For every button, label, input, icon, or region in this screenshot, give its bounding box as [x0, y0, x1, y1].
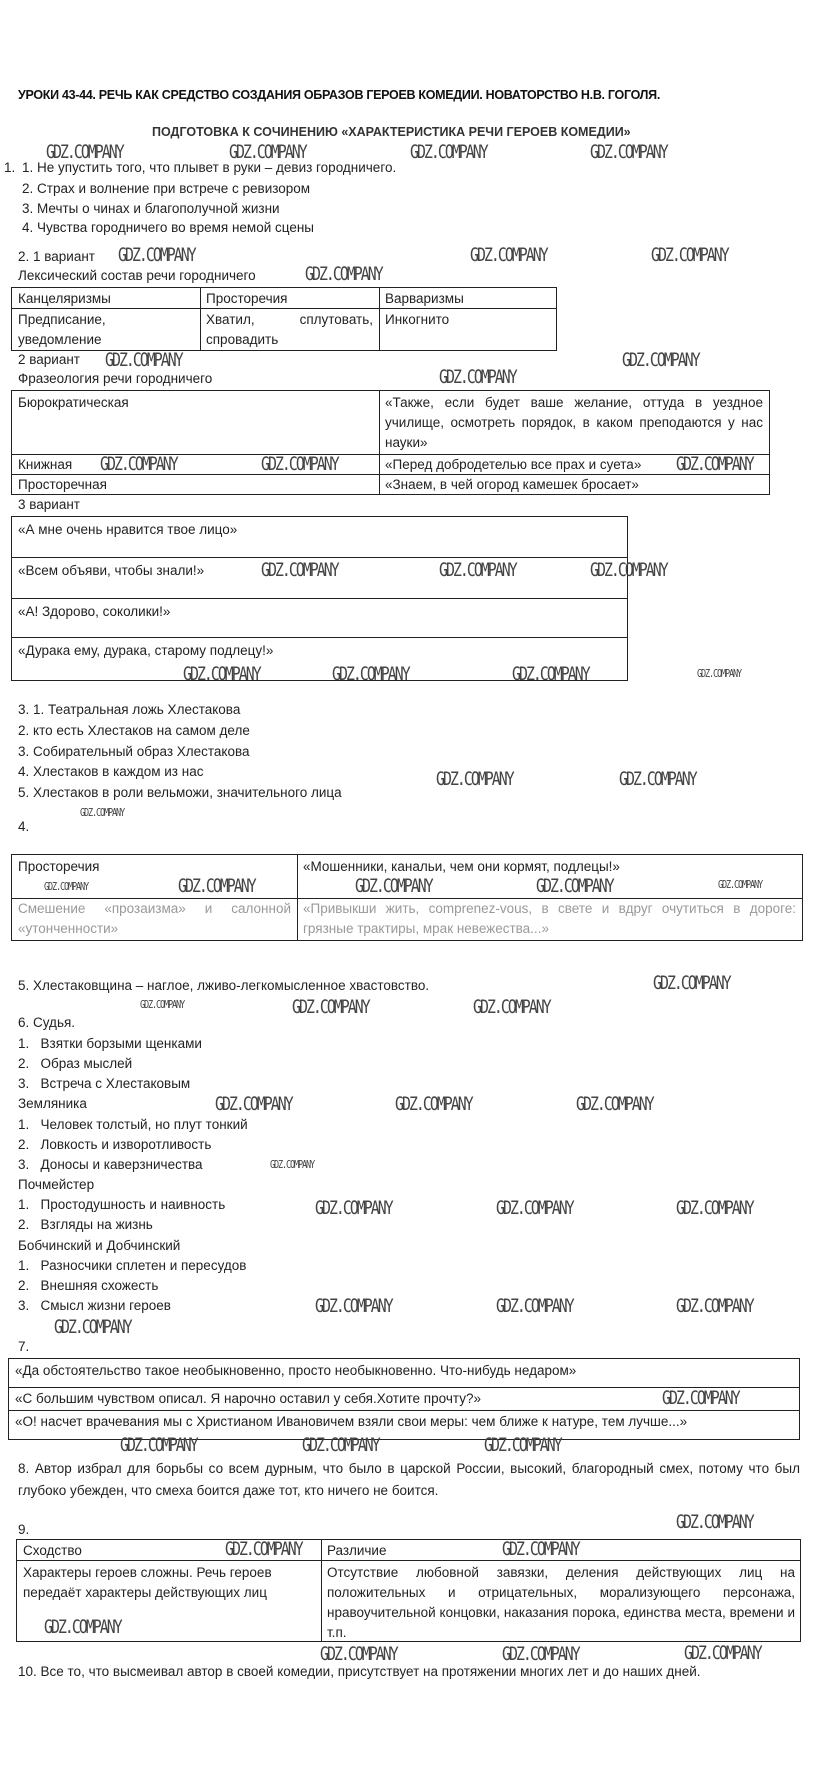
watermark: GDZ.COMPANY — [436, 768, 513, 790]
watermark: GDZ.COMPANY — [662, 1387, 739, 1409]
watermark: GDZ.COMPANY — [140, 998, 184, 1011]
watermark: GDZ.COMPANY — [315, 1295, 392, 1317]
list-item: 2. Страх и волнение при встрече с ревизором — [22, 181, 311, 196]
list-item: 3. Мечты о чинах и благополучной жизни — [22, 201, 280, 216]
task1-number: 1. — [4, 160, 16, 175]
table-cell: «О! насчет врачевания мы с Христианом Ивановичем взяли свои меры: чем ближе к натуре, тем лучше...» — [15, 1414, 688, 1429]
list-heading: Земляника — [18, 1096, 87, 1111]
list-item: 3. Смысл жизни героев — [18, 1298, 171, 1313]
row-divider — [12, 598, 627, 599]
list-heading: Бобчинский и Добчинский — [18, 1238, 181, 1253]
list-item: 2. кто есть Хлестаков на самом деле — [18, 723, 250, 738]
table-cell: Хватил, сплутовать, спровадить — [206, 312, 373, 347]
watermark: GDZ.COMPANY — [261, 453, 338, 475]
list-item: 1. Простодушность и наивность — [18, 1197, 226, 1212]
table-header: Сходство — [23, 1543, 82, 1558]
watermark: GDZ.COMPANY — [215, 1093, 292, 1115]
list-item: 3. Доносы и каверзничества — [18, 1157, 203, 1172]
task7-number: 7. — [18, 1339, 30, 1354]
watermark: GDZ.COMPANY — [229, 141, 306, 163]
variant1-label: 2. 1 вариант — [18, 249, 95, 264]
list-item: 3. Собирательный образ Хлестакова — [18, 744, 250, 759]
task9-number: 9. — [18, 1522, 30, 1537]
table-cell: «Перед добродетелью все прах и суета» — [385, 457, 642, 472]
task4-number: 4. — [18, 819, 30, 834]
list-item: 1. Разносчики сплетен и пересудов — [18, 1258, 247, 1273]
table-cell: «Дурака ему, дурака, старому подлецу!» — [18, 643, 274, 658]
table-cell: Книжная — [18, 457, 73, 472]
watermark: GDZ.COMPANY — [484, 1434, 561, 1456]
list-item: 4. Чувства городничего во время немой сцены — [22, 220, 314, 235]
table-cell: «С большим чувством описал. Я нарочно оставил у себя.Хотите прочту?» — [15, 1391, 481, 1406]
table-cell: Просторечная — [18, 477, 107, 492]
list-item: 1. Человек толстый, но плут тонкий — [18, 1117, 248, 1132]
table-cell: «Знаем, в чей огород камешек бросает» — [385, 477, 639, 492]
watermark: GDZ.COMPANY — [496, 1197, 573, 1219]
table-cell: «А! Здорово, соколики!» — [18, 604, 171, 619]
table-cell: Бюрократическая — [18, 395, 129, 410]
table-cell: «Всем объяви, чтобы знали!» — [18, 563, 205, 578]
watermark: GDZ.COMPANY — [80, 806, 124, 819]
task5-text: 5. Хлестаковщина – наглое, лживо-легкомысленное хвастовство. — [18, 978, 430, 993]
row-divider — [12, 557, 627, 558]
watermark: GDZ.COMPANY — [410, 141, 487, 163]
list-item: 1. Взятки борзыми щенками — [18, 1036, 202, 1051]
watermark: GDZ.COMPANY — [576, 1093, 653, 1115]
list-item: 2. Внешняя схожесть — [18, 1278, 159, 1293]
watermark: GDZ.COMPANY — [676, 1197, 753, 1219]
watermark: GDZ.COMPANY — [46, 141, 123, 163]
list-item: 4. Хлестаков в каждом из нас — [18, 764, 204, 779]
table-header: Просторечия — [206, 291, 288, 306]
watermark: GDZ.COMPANY — [653, 972, 730, 994]
table-cell: «Да обстоятельство такое необыкновенно, просто необыкновенно. Что-нибудь недаром» — [15, 1363, 577, 1378]
table-cell: «Привыкши жить, comprenez-vous, в свете и вдруг очутиться в дороге: грязные трактиры, мрак невежества...» — [303, 901, 796, 936]
watermark: GDZ.COMPANY — [590, 559, 667, 581]
list-item: 2. Взгляды на жизнь — [18, 1217, 153, 1232]
watermark: GDZ.COMPANY — [697, 667, 741, 680]
watermark: GDZ.COMPANY — [320, 1643, 397, 1665]
watermark: GDZ.COMPANY — [676, 1295, 753, 1317]
watermark: GDZ.COMPANY — [120, 1434, 197, 1456]
variant3-label: 3 вариант — [18, 497, 80, 512]
watermark: GDZ.COMPANY — [502, 1538, 579, 1560]
watermark: GDZ.COMPANY — [473, 996, 550, 1018]
watermark: GDZ.COMPANY — [622, 349, 699, 371]
watermark: GDZ.COMPANY — [302, 1434, 379, 1456]
table-cell: Инкогнито — [385, 312, 450, 327]
watermark: GDZ.COMPANY — [305, 263, 382, 285]
watermark: GDZ.COMPANY — [684, 1642, 761, 1664]
watermark: GDZ.COMPANY — [439, 366, 516, 388]
list-item: 2. Образ мыслей — [18, 1056, 133, 1071]
variant2-label: 2 вариант — [18, 352, 80, 367]
watermark: GDZ.COMPANY — [44, 1616, 121, 1638]
watermark: GDZ.COMPANY — [225, 1538, 302, 1560]
watermark: GDZ.COMPANY — [676, 453, 753, 475]
watermark: GDZ.COMPANY — [315, 1197, 392, 1219]
watermark: GDZ.COMPANY — [470, 244, 547, 266]
phraseology-table — [11, 390, 770, 495]
list-item: 2. Ловкость и изворотливость — [18, 1137, 212, 1152]
watermark: GDZ.COMPANY — [183, 663, 260, 685]
watermark: GDZ.COMPANY — [261, 559, 338, 581]
list-item: 5. Хлестаков в роли вельможи, значительного лица — [18, 785, 342, 800]
row-divider — [12, 637, 627, 638]
table-cell: Предписание, уведомление — [18, 312, 106, 347]
watermark: GDZ.COMPANY — [355, 875, 432, 897]
watermark: GDZ.COMPANY — [118, 244, 195, 266]
watermark: GDZ.COMPANY — [44, 880, 88, 893]
watermark: GDZ.COMPANY — [619, 768, 696, 790]
list-item: 3. 1. Театральная ложь Хлестакова — [18, 702, 241, 717]
watermark: GDZ.COMPANY — [332, 663, 409, 685]
table-cell: Смешение «прозаизма» и салонной «утонченности» — [18, 901, 291, 936]
watermark: GDZ.COMPANY — [395, 1093, 472, 1115]
table1-caption: Лексический состав речи городничего — [18, 268, 256, 283]
watermark: GDZ.COMPANY — [502, 1643, 579, 1665]
watermark: GDZ.COMPANY — [496, 1295, 573, 1317]
page-title: УРОКИ 43-44. РЕЧЬ КАК СРЕДСТВО СОЗДАНИЯ ОБРАЗОВ ГЕРОЕВ КОМЕДИИ. НОВАТОРСТВО Н.В. ГОГОЛЯ. — [18, 88, 661, 102]
table-cell: Просторечия — [18, 859, 100, 874]
task4-table — [11, 854, 803, 941]
list-heading: 6. Судья. — [18, 1015, 76, 1030]
table-cell: «Мошенники, канальи, чем они кормят, подлецы!» — [303, 859, 620, 874]
lexical-table — [11, 287, 557, 351]
table-header: Различие — [327, 1543, 387, 1558]
list-item: 1. Не упустить того, что плывет в руки – девиз городничего. — [22, 160, 397, 175]
watermark: GDZ.COMPANY — [270, 1158, 314, 1171]
watermark: GDZ.COMPANY — [105, 349, 182, 371]
task9-table — [16, 1539, 801, 1642]
list-heading: Почмейстер — [18, 1177, 95, 1192]
watermark: GDZ.COMPANY — [512, 663, 589, 685]
table-cell: Характеры героев сложны. Речь героев передаёт характеры действующих лиц — [23, 1565, 272, 1600]
watermark: GDZ.COMPANY — [292, 996, 369, 1018]
watermark: GDZ.COMPANY — [676, 1511, 753, 1533]
table-cell: «А мне очень нравится твое лицо» — [18, 522, 238, 537]
watermark: GDZ.COMPANY — [590, 141, 667, 163]
watermark: GDZ.COMPANY — [536, 875, 613, 897]
table-header: Канцеляризмы — [18, 291, 111, 306]
table-cell: Отсутствие любовной завязки, деления действующих лиц на положительных и отрицательных, морализующего персонажа, нравоучительной концовки, наказания порока, единства места, времени и т.п. — [327, 1565, 795, 1640]
page-subtitle: ПОДГОТОВКА К СОЧИНЕНИЮ «ХАРАКТЕРИСТИКА РЕЧИ ГЕРОЕВ КОМЕДИИ» — [152, 125, 631, 139]
watermark: GDZ.COMPANY — [718, 878, 762, 891]
table2-caption: Фразеология речи городничего — [18, 371, 213, 386]
watermark: GDZ.COMPANY — [178, 875, 255, 897]
quotes-table — [11, 516, 628, 681]
task10-text: 10. Все то, что высмеивал автор в своей комедии, присутствует на протяжении многих лет и до наших дней. — [18, 1664, 701, 1679]
watermark: GDZ.COMPANY — [54, 1316, 131, 1338]
task8-text: 8. Автор избрал для борьбы со всем дурным, что было в царской России, высокий, благородный смех, потому что был глубоко убежден, что смеха боится даже тот, кто ничего не боится. — [18, 1461, 800, 1498]
watermark: GDZ.COMPANY — [439, 559, 516, 581]
watermark: GDZ.COMPANY — [651, 244, 728, 266]
table-cell: «Также, если будет ваше желание, оттуда в уездное училище, осмотреть порядок, в каком преподаются у нас науки» — [385, 395, 763, 450]
watermark: GDZ.COMPANY — [100, 453, 177, 475]
list-item: 3. Встреча с Хлестаковым — [18, 1076, 191, 1091]
table-header: Варваризмы — [385, 291, 464, 306]
